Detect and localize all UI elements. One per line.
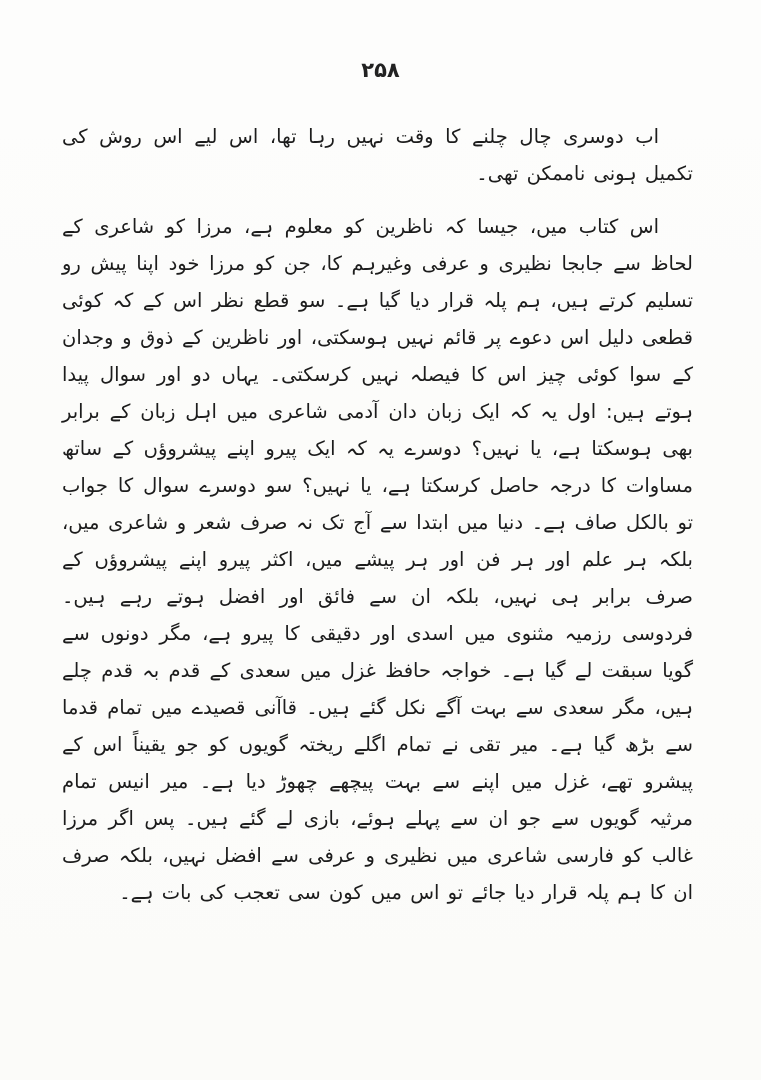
paragraph-2: اس کتاب میں، جیسا کہ ناظرین کو معلوم ہے، مرزا کو شاعری کے لحاظ سے جابجا نظیری و عرفی وغیرہم کا، جن کو مرزا خود اپنا پیش رو تسلیم کرتے ہیں، ہم پلہ قرار دیا گیا ہے۔ سو قطع نظر اس کے کہ کوئی قطعی دلیل اس دعوے پر قائم نہیں ہوسکتی، اور ناظرین کے ذوق و وجدان کے سوا کوئی چیز اس کا فیصلہ نہیں کرسکتی۔ یہاں دو اور سوال پیدا ہوتے ہیں: اول یہ کہ ایک زبان دان آدمی شاعری میں اہل زبان کے برابر بھی ہوسکتا ہے، یا نہیں؟ دوسرے یہ کہ ایک پیرو اپنے پیشروؤں کے ساتھ مساوات کا درجہ حاصل کرسکتا ہے، یا نہیں؟ سو دوسرے سوال کا جواب تو بالکل صاف ہے۔ دنیا میں ابتدا سے آج تک نہ صرف شعر و شاعری میں، بلکہ ہر علم اور ہر فن اور ہر پیشے میں، اکثر پیرو اپنے پیشروؤں کے صرف برابر ہی نہیں، بلکہ ان سے فائق اور افضل ہوتے رہے ہیں۔ فردوسی رزمیہ مثنوی میں اسدی اور دقیقی کا پیرو ہے، مگر دونوں سے گویا سبقت لے گیا ہے۔ خواجہ حافظ غزل میں سعدی کے قدم بہ قدم چلے ہیں، مگر سعدی سے بہت آگے نکل گئے ہیں۔ قاآنی قصیدے میں تمام قدما سے بڑھ گیا ہے۔ میر تقی نے تمام اگلے ریختہ گویوں کو جو یقیناً اس کے پیشرو تھے، غزل میں اپنے سے بہت پیچھے چھوڑ دیا ہے۔ میر انیس تمام مرثیہ گویوں سے جو ان سے پہلے ہوئے، بازی لے گئے ہیں۔ پس اگر مرزا غالب کو فارسی شاعری میں نظیری و عرفی سے افضل نہیں، بلکہ صرف ان کا ہم پلہ قرار دیا جائے تو اس میں کون سی تعجب کی بات ہے۔: [62, 215, 693, 904]
text-block: [62, 118, 693, 911]
page-number: ۲۵۸: [361, 58, 400, 82]
paragraph-1: اب دوسری چال چلنے کا وقت نہیں رہا تھا، اس لیے اس روش کی تکمیل ہونی ناممکن تھی۔: [62, 125, 693, 185]
